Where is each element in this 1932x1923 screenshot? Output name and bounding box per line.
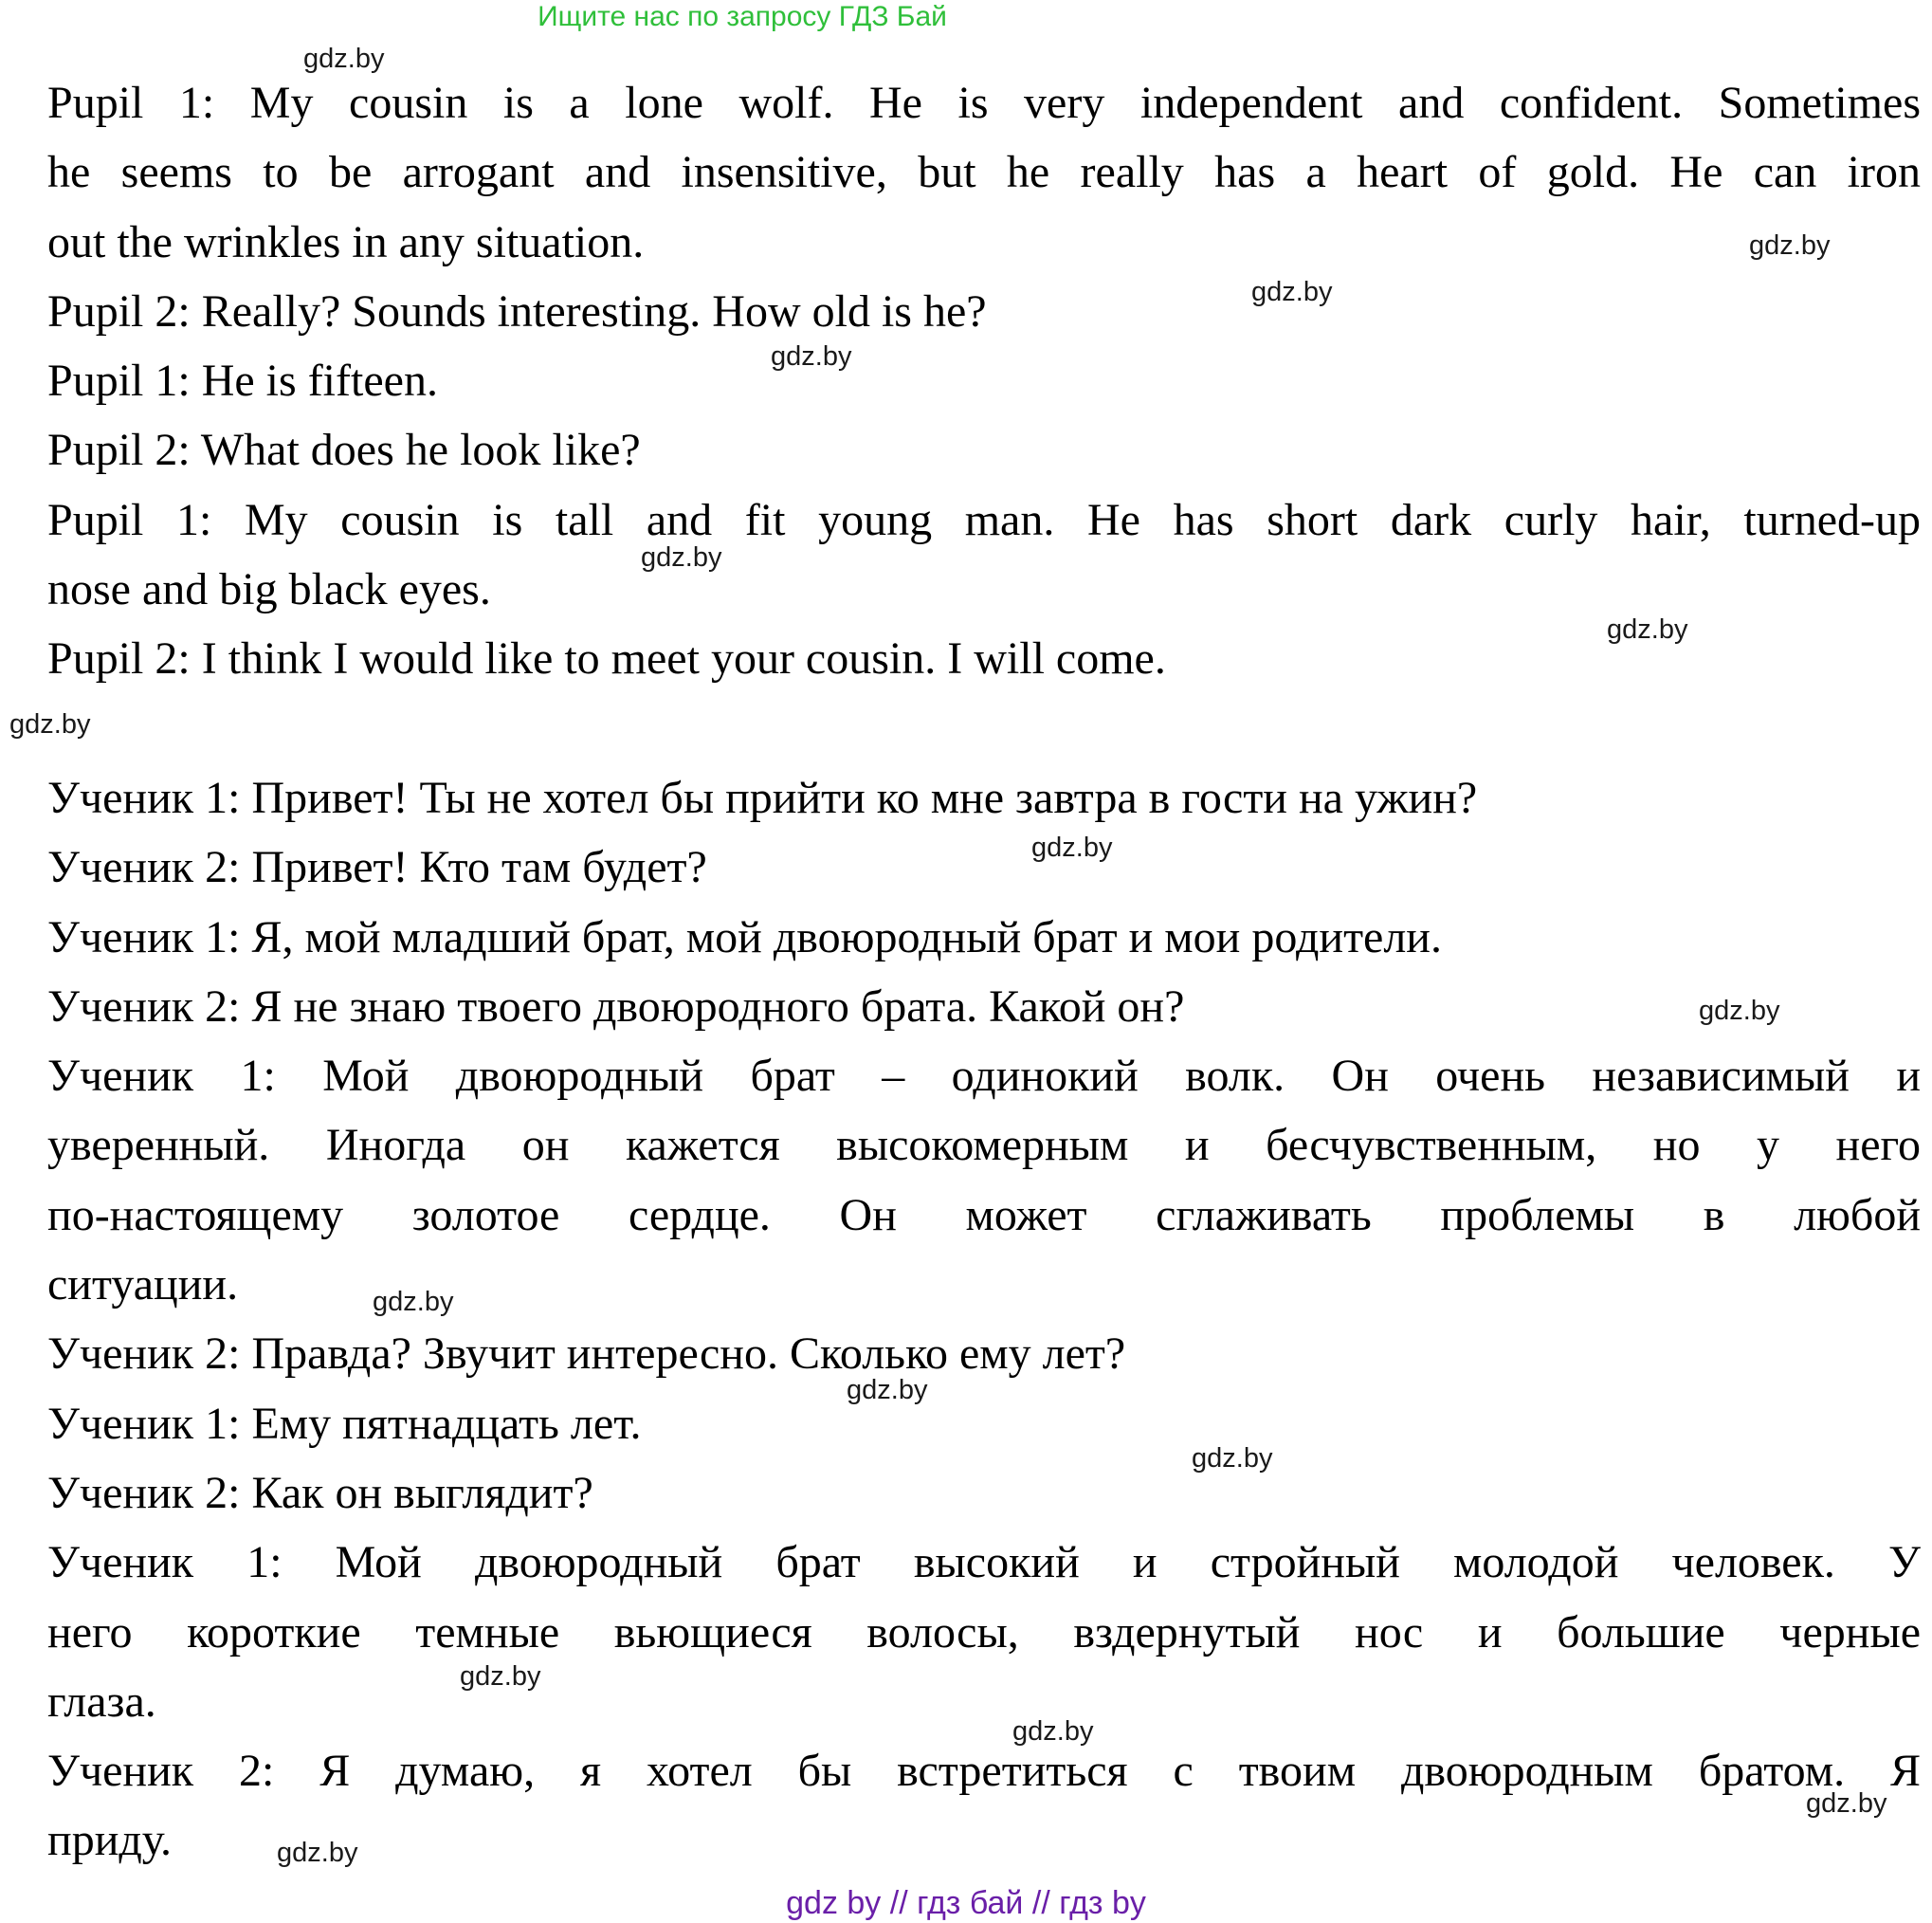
watermark: gdz.by (1192, 1443, 1273, 1474)
watermark: gdz.by (303, 44, 385, 74)
watermark: gdz.by (277, 1838, 358, 1868)
text-line: глаза. (47, 1676, 156, 1727)
text-line: него короткие темные вьющиеся волосы, вздернутый нос и большие черные (47, 1606, 1921, 1657)
text-line: Ученик 2: Привет! Кто там будет? (47, 842, 707, 893)
watermark: gdz.by (1012, 1716, 1094, 1747)
text-line: ситуации. (47, 1259, 239, 1310)
text-line: Ученик 1: Мой двоюродный брат – одинокий волк. Он очень независимый и (47, 1051, 1921, 1102)
text-line: Pupil 1: My cousin is tall and fit young man. He has short dark curly hair, turned-up (47, 494, 1921, 545)
text-line: he seems to be arrogant and insensitive, but he really has a heart of gold. He can iron (47, 147, 1921, 198)
watermark: gdz.by (641, 542, 722, 573)
text-line: Ученик 2: Я не знаю твоего двоюродного брата. Какой он? (47, 980, 1185, 1032)
text-line: Pupil 2: What does he look like? (47, 425, 641, 476)
text-line: Ученик 1: Ему пятнадцать лет. (47, 1398, 642, 1449)
watermark: gdz.by (1699, 996, 1780, 1026)
text-line: Pupil 2: I think I would like to meet your cousin. I will come. (47, 633, 1166, 685)
watermark: gdz.by (373, 1287, 454, 1317)
watermark: gdz.by (1251, 277, 1333, 307)
text-line: Ученик 1: Привет! Ты не хотел бы прийти ко мне завтра в гости на ужин? (47, 772, 1478, 823)
text-line: Ученик 1: Мой двоюродный брат высокий и стройный молодой человек. У (47, 1537, 1921, 1588)
watermark: gdz.by (1749, 230, 1831, 261)
text-line: по-настоящему золотое сердце. Он может сглаживать проблемы в любой (47, 1189, 1921, 1240)
footer-watermark: gdz by // гдз бай // гдз by (786, 1885, 1146, 1921)
text-line: nose and big black eyes. (47, 564, 491, 615)
text-line: Ученик 1: Я, мой младший брат, мой двоюродный брат и мои родители. (47, 911, 1442, 962)
watermark: gdz.by (460, 1661, 541, 1692)
search-banner: Ищите нас по запросу ГДЗ Бай (538, 1, 947, 32)
text-line: приду. (47, 1815, 172, 1866)
watermark: gdz.by (847, 1375, 928, 1405)
text-line: Pupil 1: He is fifteen. (47, 356, 438, 407)
text-line: Ученик 2: Я думаю, я хотел бы встретиться с твоим двоюродным братом. Я (47, 1746, 1921, 1797)
text-line: Pupil 1: My cousin is a lone wolf. He is very independent and confident. Sometimes (47, 78, 1921, 128)
text-line: Ученик 2: Правда? Звучит интересно. Сколько ему лет? (47, 1328, 1126, 1380)
text-line: out the wrinkles in any situation. (47, 216, 645, 267)
paragraph-gap (47, 694, 1921, 763)
dialogue-text (47, 68, 1921, 1876)
text-line: уверенный. Иногда он кажется высокомерным и бесчувственным, но у него (47, 1120, 1921, 1171)
watermark: gdz.by (9, 709, 91, 740)
watermark: gdz.by (1806, 1788, 1887, 1819)
watermark: gdz.by (771, 341, 852, 372)
watermark: gdz.by (1031, 833, 1113, 863)
text-line: Pupil 2: Really? Sounds interesting. How old is he? (47, 285, 987, 337)
watermark: gdz.by (1607, 614, 1688, 645)
text-line: Ученик 2: Как он выглядит? (47, 1467, 593, 1518)
